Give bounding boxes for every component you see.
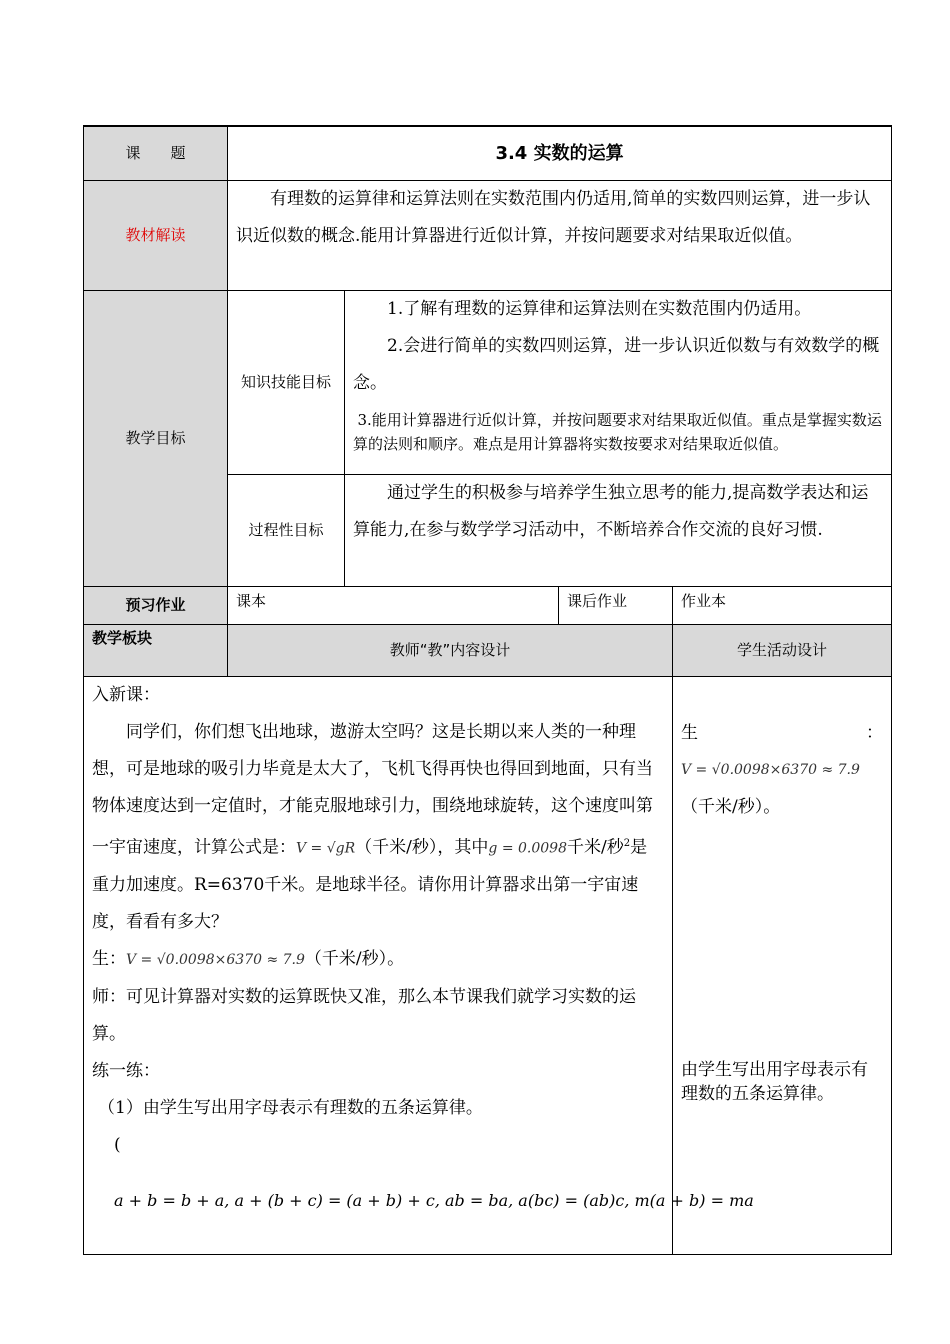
student-side-unit: （千米/秒）。 bbox=[681, 796, 781, 817]
knowledge-item-1: 1.了解有理数的运算律和运算法则在实数范围内仍适用。 bbox=[387, 298, 812, 319]
process-goals-cell bbox=[345, 474, 892, 586]
student-side-formula: V = √0.0098×6370 ≈ 7.9 bbox=[681, 761, 860, 778]
material-text: 有理数的运算律和运算法则在实数范围内仍适用,简单的实数四则运算，进一步认识近似数的概念.能用计算器进行近似计算，并按问题要求对结果取近似值。 bbox=[236, 188, 871, 246]
intro-paragraph bbox=[92, 714, 664, 942]
student-answer-line bbox=[92, 941, 664, 979]
student-activity-cell bbox=[673, 676, 892, 1254]
student-design-header: 学生活动设计 bbox=[673, 624, 892, 676]
knowledge-goals-cell bbox=[345, 290, 892, 474]
student-side-colon: ： bbox=[866, 722, 884, 743]
homework-value: 作业本 bbox=[673, 586, 892, 624]
laws-formula: a + b = b + a, a + (b + c) = (a + b) + c, ab = ba, a(bc) = (ab)c, m(a + b) = ma bbox=[114, 1191, 754, 1211]
intro-text-d: 是重力加速度。R=6370千米。是地球半径。请你用计算器求出第一宇宙速度，看看有多大？ bbox=[92, 837, 648, 933]
preview-label: 预习作业 bbox=[84, 586, 228, 624]
practice-item: （1）由学生写出用字母表示有理数的五条运算律。 bbox=[98, 1098, 483, 1119]
preview-value: 课本 bbox=[228, 586, 559, 624]
lesson-plan-table bbox=[83, 125, 892, 1255]
student-formula: V = √0.0098×6370 ≈ 7.9 bbox=[126, 952, 305, 969]
process-goals-text: 通过学生的积极参与培养学生独立思考的能力,提高数学表达和运算能力,在参与数学学习活动中，不断培养合作交流的良好习惯. bbox=[353, 482, 869, 540]
open-paren: ( bbox=[114, 1135, 121, 1156]
goals-label: 教学目标 bbox=[84, 290, 228, 586]
intro-heading: 入新课： bbox=[92, 684, 160, 705]
homework-label: 课后作业 bbox=[559, 586, 673, 624]
formula-g: g = 0.0098 bbox=[488, 840, 567, 857]
knowledge-item-2: 2.会进行简单的实数四则运算，进一步认识近似数与有效数学的概念。 bbox=[353, 335, 880, 393]
knowledge-item-3: 3.能用计算器进行近似计算，并按问题要求对结果取近似值。重点是掌握实数运算的法则和顺序。难点是用计算器将实数按要求对结果取近似值。 bbox=[353, 410, 882, 453]
material-cell bbox=[228, 180, 892, 290]
process-goals-label: 过程性目标 bbox=[228, 474, 345, 586]
student-prefix: 生： bbox=[92, 949, 126, 970]
teacher-remark: 师：可见计算器对实数的运算既快又准，那么本节课我们就学习实数的运算。 bbox=[92, 987, 636, 1045]
practice-heading: 练一练： bbox=[92, 1061, 160, 1082]
teacher-content-cell bbox=[84, 676, 754, 1254]
lesson-title: 3.4 实数的运算 bbox=[228, 126, 892, 180]
formula-v: V = √gR bbox=[296, 840, 356, 857]
superscript-2: 2 bbox=[623, 837, 631, 849]
intro-text-c: 千米/秒 bbox=[567, 837, 624, 858]
intro-text-a: 同学们，你们想飞出地球，遨游太空吗？这是长期以来人类的一种理想，可是地球的吸引力毕竟是太大了，飞机飞得再快也得回到地面，只有当物体速度达到一定值时，才能克服地球引力，围绕地球旋转，这个速度叫第一宇宙速度，计算公式是： bbox=[92, 721, 653, 858]
topic-label: 课 题 bbox=[84, 126, 228, 180]
teacher-design-header: 教师“教”内容设计 bbox=[228, 624, 673, 676]
student-unit: （千米/秒）。 bbox=[304, 949, 405, 970]
material-label: 教材解读 bbox=[84, 180, 228, 290]
student-side-prefix: 生 bbox=[681, 722, 698, 743]
board-label: 教学板块 bbox=[84, 624, 228, 676]
intro-text-b: （千米/秒），其中 bbox=[355, 837, 489, 858]
student-side-task: 由学生写出用字母表示有理数的五条运算律。 bbox=[681, 1059, 868, 1104]
student-side-prefix-line bbox=[681, 715, 883, 752]
knowledge-goals-label: 知识技能目标 bbox=[228, 290, 345, 474]
